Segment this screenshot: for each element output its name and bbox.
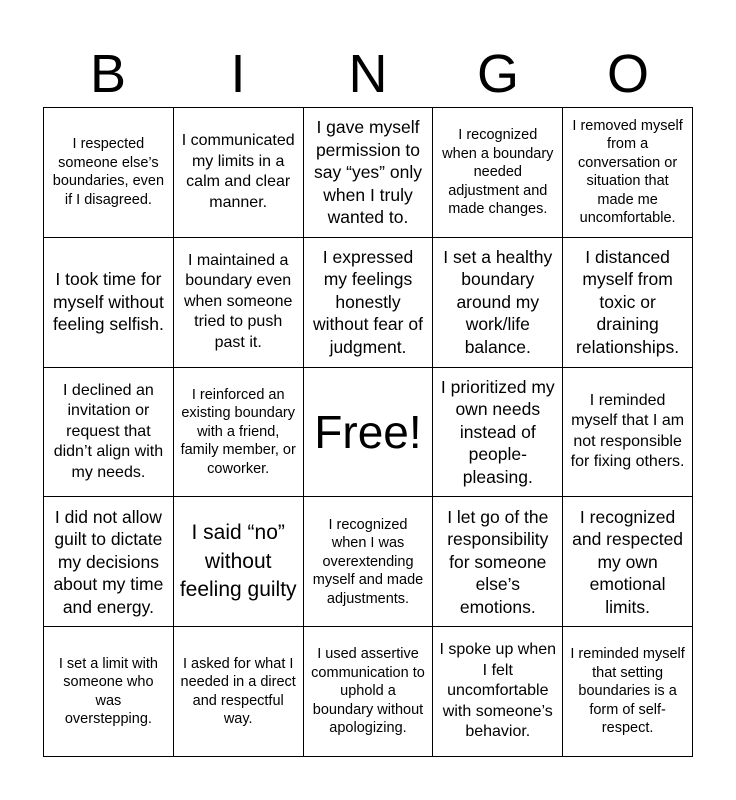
- cell-text: I took time for myself without feeling selfish.: [52, 269, 164, 335]
- bingo-cell[interactable]: [174, 627, 304, 757]
- cell-text: I recognized when a boundary needed adjustment and made changes.: [442, 127, 554, 218]
- cell-text: I set a healthy boundary around my work/life balance.: [443, 246, 553, 357]
- bingo-cell[interactable]: [44, 108, 174, 238]
- cell-text: I recognized and respected my own emotional limits.: [572, 506, 684, 617]
- header-letter-o: O: [606, 44, 649, 104]
- cell-text: I distanced myself from toxic or draining relationships.: [576, 246, 680, 357]
- cell-text: I respected someone else’s boundaries, even if I disagreed.: [52, 136, 165, 208]
- cell-text: I asked for what I needed in a direct and respectful way.: [180, 655, 296, 728]
- bingo-cell[interactable]: [44, 497, 174, 627]
- cell-text: I let go of the responsibility for someone else’s emotions.: [447, 506, 549, 617]
- cell-text: I reminded myself that I am not responsible for fixing others.: [570, 391, 685, 471]
- cell-text: I gave myself permission to say “yes” only when I truly wanted to.: [314, 117, 422, 228]
- header-letter-b: B: [89, 44, 127, 104]
- bingo-cell[interactable]: [433, 368, 563, 498]
- bingo-board: [43, 107, 693, 757]
- bingo-cell[interactable]: [174, 238, 304, 368]
- bingo-cell[interactable]: [433, 238, 563, 368]
- cell-text: I did not allow guilt to dictate my decisions about my time and energy.: [53, 506, 164, 617]
- cell-text: I removed myself from a conversation or situation that made me uncomfortable.: [572, 117, 683, 227]
- bingo-cell[interactable]: [304, 627, 434, 757]
- bingo-cell[interactable]: [304, 108, 434, 238]
- bingo-cell[interactable]: [433, 497, 563, 627]
- bingo-cell[interactable]: [304, 497, 434, 627]
- cell-text: I expressed my feelings honestly without fear of judgment.: [313, 246, 423, 357]
- header-letter-i: I: [230, 44, 246, 104]
- cell-text: I used assertive communication to uphold a boundary without apologizing.: [311, 646, 425, 737]
- cell-text: I declined an invitation or request that didn’t align with my needs.: [53, 381, 164, 481]
- bingo-cell[interactable]: [174, 497, 304, 627]
- free-space-cell[interactable]: [304, 368, 434, 498]
- header-letter-n: N: [348, 44, 388, 104]
- bingo-cell[interactable]: [44, 627, 174, 757]
- cell-text: I said “no” without feeling guilty: [179, 521, 297, 602]
- cell-text: I reinforced an existing boundary with a friend, family member, or coworker.: [180, 386, 296, 477]
- bingo-cell[interactable]: [563, 108, 693, 238]
- bingo-cell[interactable]: [563, 627, 693, 757]
- free-space-text: Free!: [314, 405, 422, 458]
- bingo-cell[interactable]: [563, 497, 693, 627]
- cell-text: I communicated my limits in a calm and clear manner.: [181, 132, 295, 211]
- cell-text: I reminded myself that setting boundaries is a form of self-respect.: [570, 646, 685, 737]
- bingo-cell[interactable]: [44, 238, 174, 368]
- cell-text: I maintained a boundary even when someone tried to push past it.: [183, 251, 293, 351]
- header-letter-g: G: [476, 44, 519, 104]
- cell-text: I prioritized my own needs instead of people-pleasing.: [440, 376, 555, 487]
- bingo-cell[interactable]: [174, 368, 304, 498]
- bingo-header: [43, 44, 693, 104]
- bingo-cell[interactable]: [433, 108, 563, 238]
- cell-text: I recognized when I was overextending myself and made adjustments.: [312, 516, 424, 607]
- bingo-cell[interactable]: [174, 108, 304, 238]
- bingo-cell[interactable]: [304, 238, 434, 368]
- cell-text: I spoke up when I felt uncomfortable with someone’s behavior.: [439, 641, 557, 741]
- cell-text: I set a limit with someone who was overstepping.: [58, 655, 158, 728]
- bingo-cell[interactable]: [563, 238, 693, 368]
- bingo-cell[interactable]: [433, 627, 563, 757]
- bingo-cell[interactable]: [563, 368, 693, 498]
- bingo-cell[interactable]: [44, 368, 174, 498]
